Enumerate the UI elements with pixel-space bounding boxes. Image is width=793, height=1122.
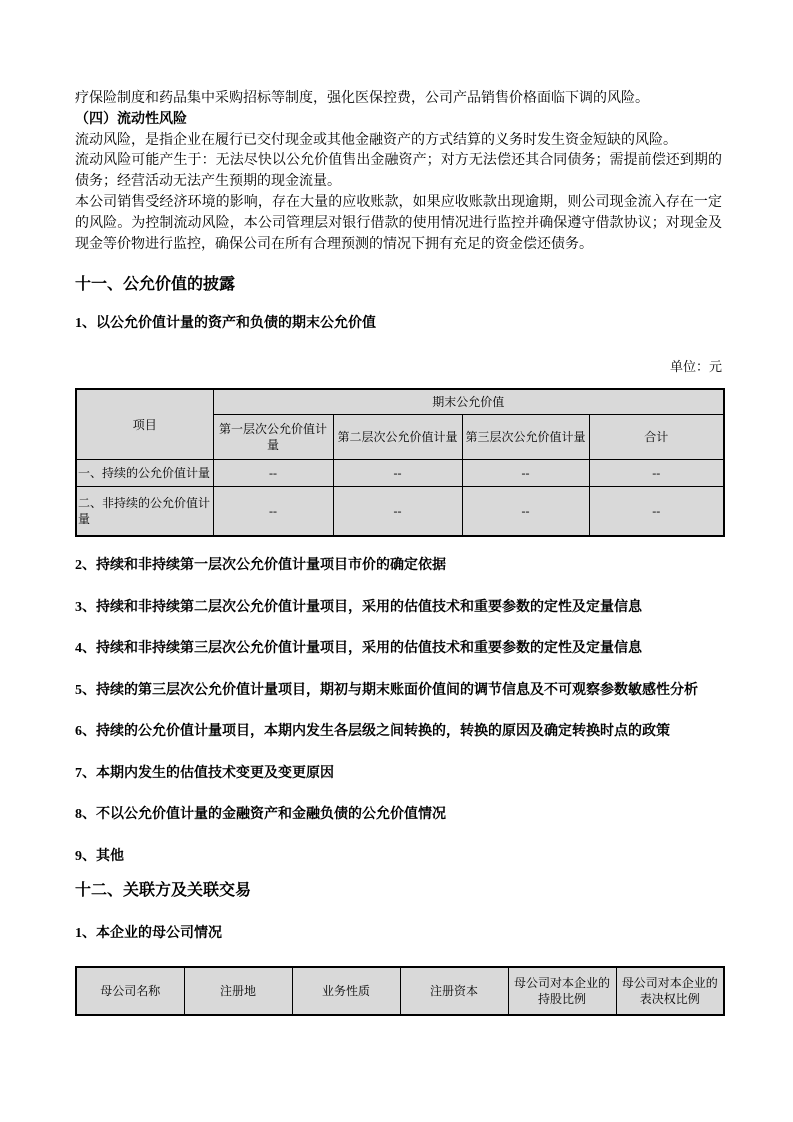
section-12-item-1-heading: 1、本企业的母公司情况 <box>75 926 222 942</box>
column-header: 第二层次公允价值计量 <box>333 414 462 459</box>
numbered-item-heading: 7、本期内发生的估值技术变更及变更原因 <box>75 765 334 781</box>
column-header-item: 项目 <box>76 389 213 459</box>
numbered-item-heading: 2、持续和非持续第一层次公允价值计量项目市价的确定依据 <box>75 558 446 574</box>
numbered-item-heading: 9、其他 <box>75 848 124 864</box>
column-header: 母公司对本企业的持股比例 <box>508 967 616 1015</box>
value-cell: -- <box>213 459 333 486</box>
column-header: 第一层次公允价值计量 <box>213 414 333 459</box>
numbered-item-heading: 6、持续的公允价值计量项目，本期内发生各层级之间转换的，转换的原因及确定转换时点的政策 <box>75 724 670 740</box>
parent-company-table-header-row <box>76 967 724 1015</box>
value-cell: -- <box>213 486 333 536</box>
numbered-item-heading: 3、持续和非持续第二层次公允价值计量项目，采用的估值技术和重要参数的定性及定量信息 <box>75 599 642 615</box>
liquidity-risk-heading: （四）流动性风险 <box>75 111 187 127</box>
column-group-header-period-end-fair-value: 期末公允价值 <box>213 389 724 414</box>
paragraph-line: 流动风险可能产生于：无法尽快以公允价值售出金融资产；对方无法偿还其合同债务；需提前偿还到期的 <box>75 153 722 169</box>
numbered-item-heading: 8、不以公允价值计量的金融资产和金融负债的公允价值情况 <box>75 807 446 823</box>
value-cell: -- <box>333 486 462 536</box>
paragraph-line: 流动风险，是指企业在履行已交付现金或其他金融资产的方式结算的义务时发生资金短缺的风险。 <box>75 132 677 148</box>
value-cell: -- <box>462 459 589 486</box>
table-row <box>76 486 724 536</box>
row-label: 一、持续的公允价值计量 <box>76 459 213 486</box>
column-header: 注册地 <box>184 967 292 1015</box>
paragraph-line: 的风险。为控制流动风险，本公司管理层对银行借款的使用情况进行监控并确保遵守借款协议；对现金及 <box>75 215 722 231</box>
numbered-item-heading: 4、持续和非持续第三层次公允价值计量项目，采用的估值技术和重要参数的定性及定量信息 <box>75 641 642 657</box>
value-cell: -- <box>462 486 589 536</box>
column-header: 合计 <box>589 414 724 459</box>
value-cell: -- <box>589 459 724 486</box>
column-header: 业务性质 <box>292 967 400 1015</box>
intro-paragraph-1 <box>75 89 722 110</box>
paragraph-line: 现金等价物进行监控，确保公司在所有合理预测的情况下拥有充足的资金偿还债务。 <box>75 236 593 252</box>
numbered-item-heading: 5、持续的第三层次公允价值计量项目，期初与期末账面价值间的调节信息及不可观察参数敏感性分析 <box>75 682 698 698</box>
paragraph-line: 本公司销售受经济环境的影响，存在大量的应收账款，如果应收账款出现逾期，则公司现金流入存在一定 <box>75 194 722 210</box>
column-header: 母公司对本企业的表决权比例 <box>616 967 724 1015</box>
intro-paragraph-3 <box>75 151 722 193</box>
table-row <box>76 459 724 486</box>
section-11-item-1-heading: 1、以公允价值计量的资产和负债的期末公允价值 <box>75 316 376 332</box>
intro-paragraph-2 <box>75 131 722 152</box>
column-header: 母公司名称 <box>76 967 184 1015</box>
column-header: 第三层次公允价值计量 <box>462 414 589 459</box>
paragraph-line: 债务；经营活动无法产生预期的现金流量。 <box>75 174 341 190</box>
row-label: 二、非持续的公允价值计量 <box>76 486 213 536</box>
section-11-heading: 十一、公允价值的披露 <box>75 276 236 294</box>
fair-value-numbered-items <box>75 556 722 866</box>
column-header: 注册资本 <box>400 967 508 1015</box>
section-12-heading: 十二、关联方及关联交易 <box>75 881 252 899</box>
fair-value-table <box>75 388 725 537</box>
unit-label: 单位：元 <box>669 359 722 375</box>
fair-value-table-group-header-row <box>76 389 724 414</box>
parent-company-table <box>75 966 725 1016</box>
value-cell: -- <box>589 486 724 536</box>
paragraph-line: 疗保险制度和药品集中采购招标等制度，强化医保控费，公司产品销售价格面临下调的风险。 <box>75 91 649 106</box>
intro-paragraph-4 <box>75 193 722 255</box>
value-cell: -- <box>333 459 462 486</box>
